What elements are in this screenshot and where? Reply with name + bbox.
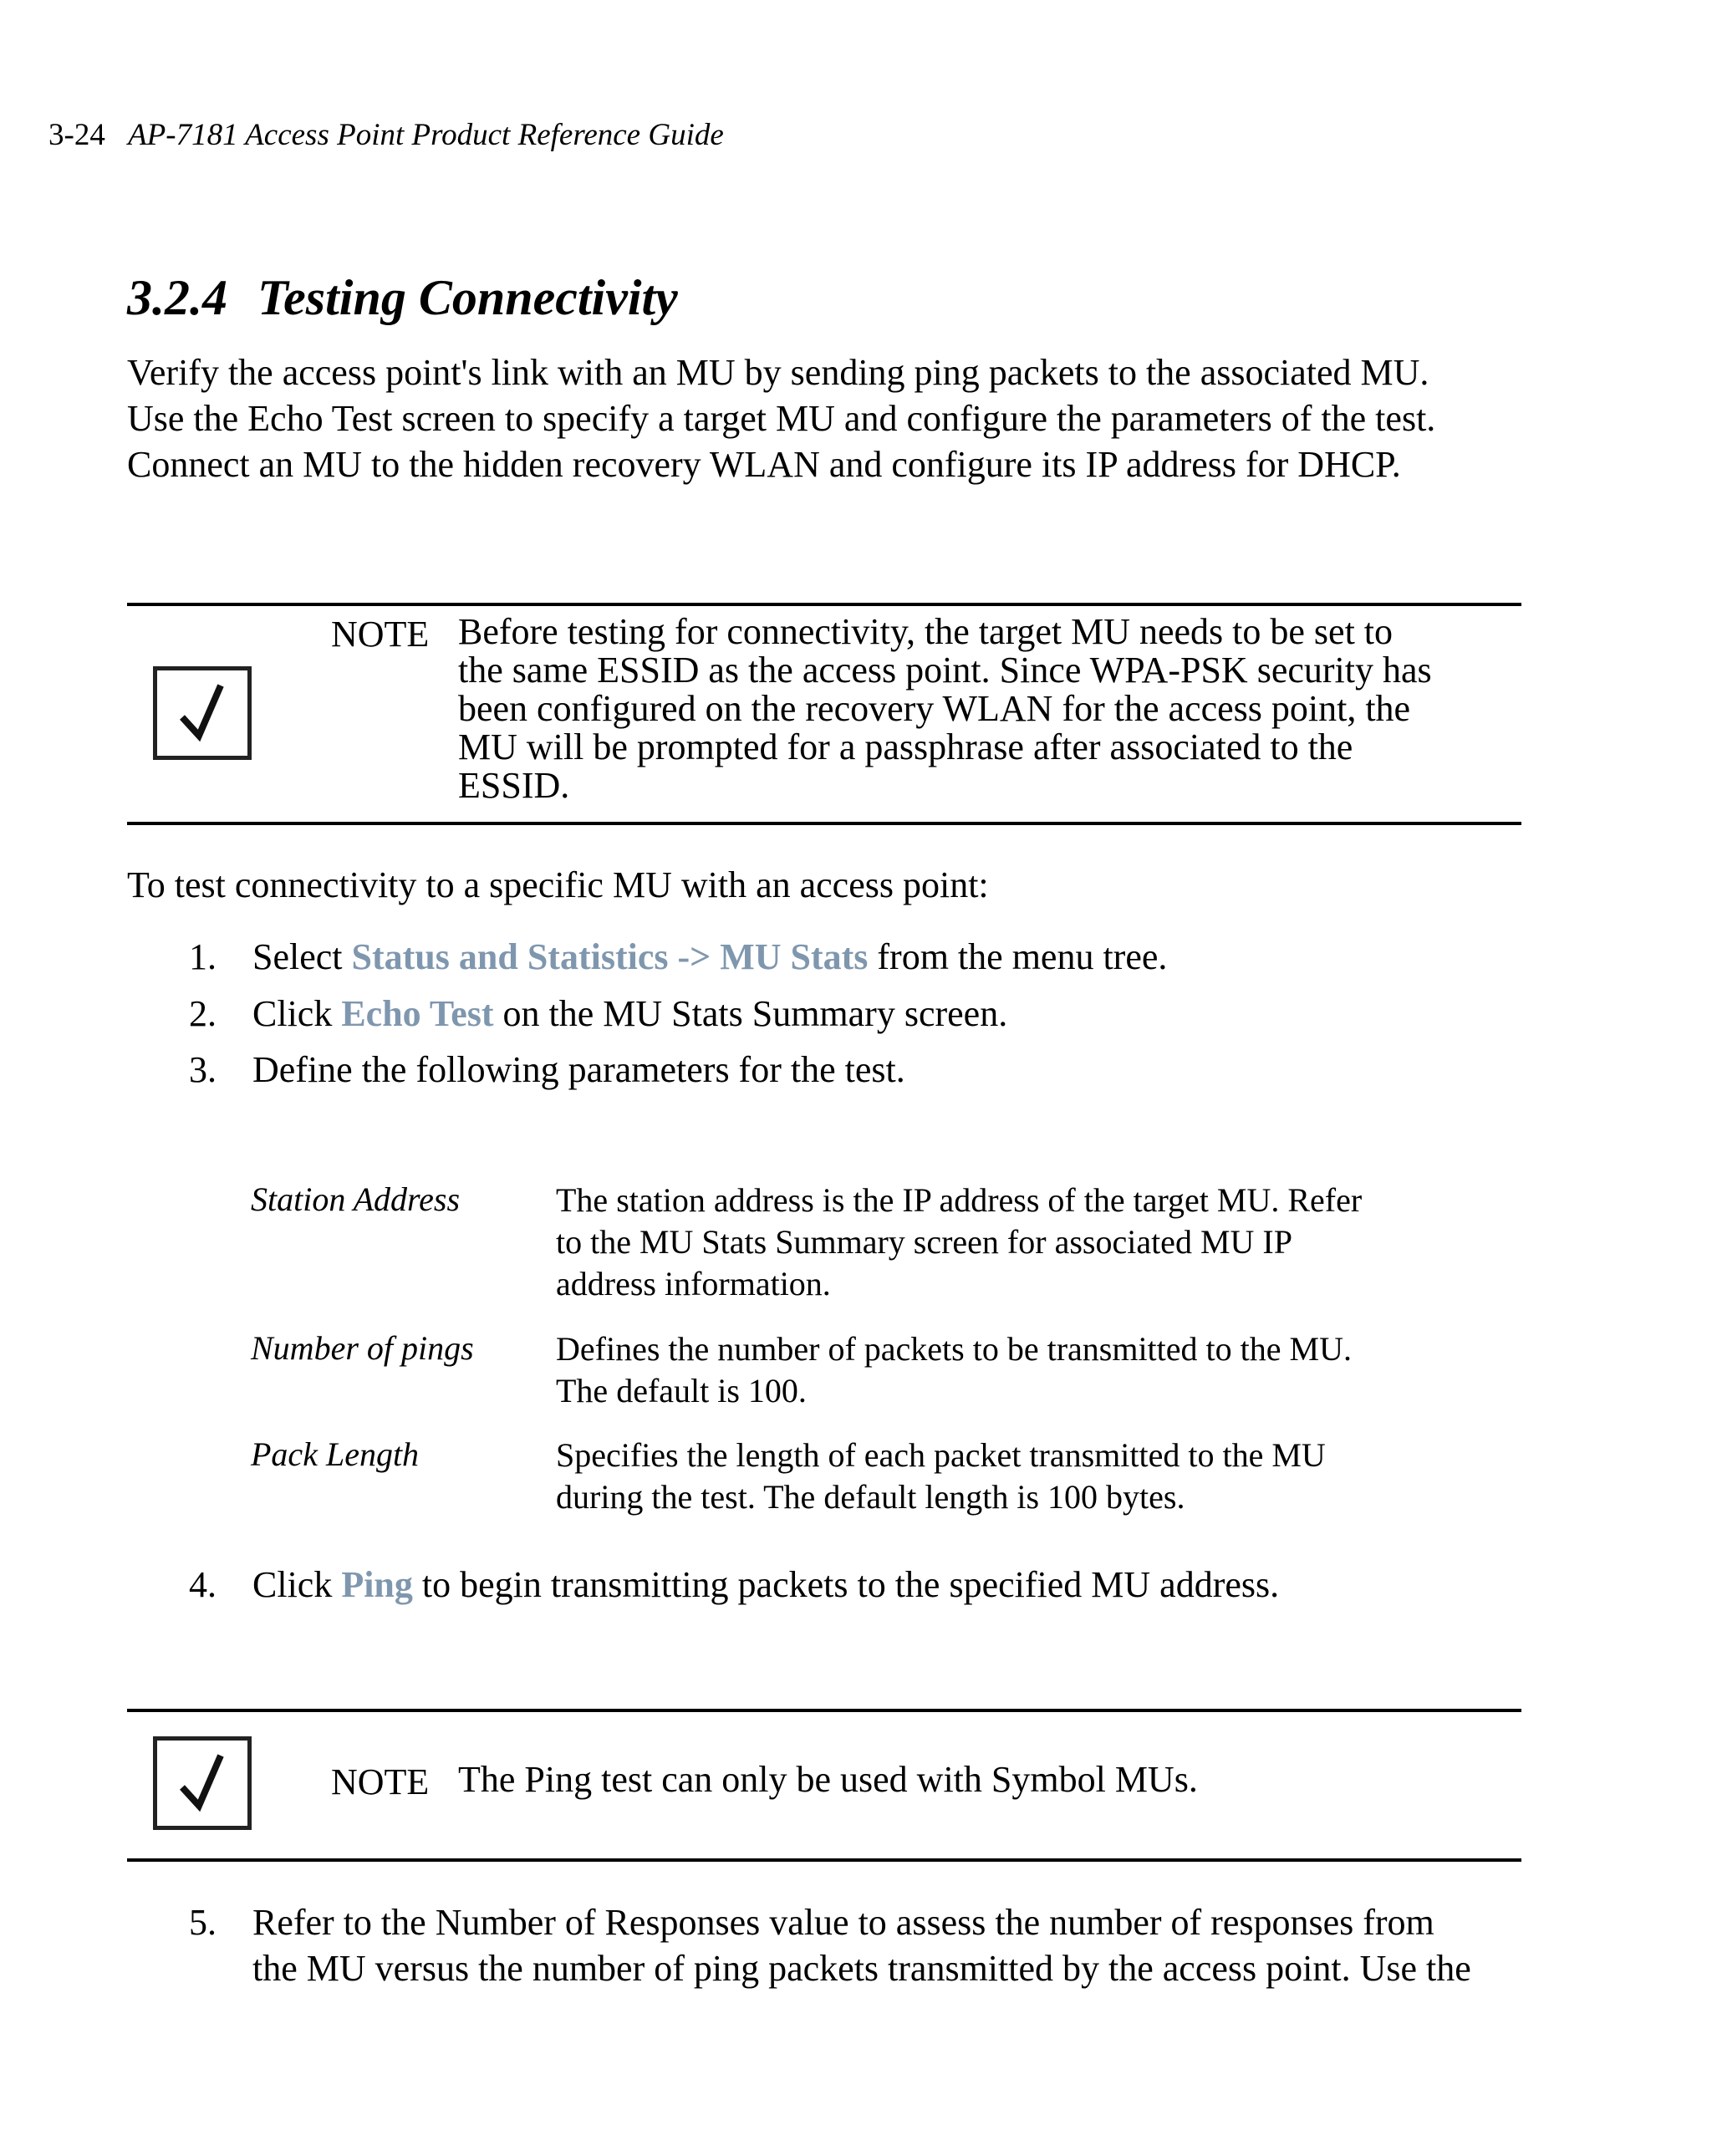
checkmark-icon: [157, 670, 247, 756]
param-desc-number-of-pings: [556, 1328, 1425, 1412]
step-text-after: to begin transmitting packets to the specified MU address.: [412, 1564, 1280, 1605]
step-text-before: Click: [252, 1564, 342, 1605]
intro-line: Connect an MU to the hidden recovery WLAN and configure its IP address for DHCP.: [127, 444, 1401, 485]
step-text: [252, 1562, 1279, 1608]
param-desc-station-address: [556, 1180, 1425, 1305]
step-text-after: on the MU Stats Summary screen.: [493, 993, 1008, 1034]
page-number: 3-24: [48, 118, 105, 152]
step-item: [189, 934, 1526, 980]
step-text: [252, 991, 1007, 1037]
ping-link[interactable]: Ping: [341, 1564, 413, 1605]
note-top-rule: [127, 1709, 1521, 1712]
intro-line: Verify the access point's link with an MU by sending ping packets to the associated MU.: [127, 352, 1429, 393]
step-number: 1.: [189, 936, 217, 977]
note-bottom-rule: [127, 1858, 1521, 1862]
step-item: [189, 1562, 1526, 1608]
param-desc-line: The station address is the IP address of the target MU. Refer: [556, 1181, 1363, 1219]
note-line: MU will be prompted for a passphrase after associated to the: [458, 726, 1353, 767]
section-title: Testing Connectivity: [257, 270, 678, 325]
checkmark-box-icon: [153, 1736, 252, 1830]
note-line: ESSID.: [458, 765, 570, 806]
procedure-intro: To test connectivity to a specific MU with an access point:: [127, 864, 989, 905]
running-header: [48, 117, 724, 153]
note-line: been configured on the recovery WLAN for the access point, the: [458, 688, 1411, 729]
param-desc-line: during the test. The default length is 100 bytes.: [556, 1478, 1185, 1516]
note-label: NOTE: [331, 614, 430, 655]
step-line: the MU versus the number of ping packets transmitted by the access point. Use the: [252, 1948, 1471, 1989]
step-item: [189, 991, 1526, 1037]
step-number: 2.: [189, 993, 217, 1034]
note-line: the same ESSID as the access point. Since WPA-PSK security has: [458, 650, 1432, 691]
param-desc-line: The default is 100.: [556, 1372, 807, 1409]
param-desc-line: to the MU Stats Summary screen for associated MU IP: [556, 1223, 1292, 1261]
checkmark-icon: [157, 1741, 247, 1826]
intro-line: Use the Echo Test screen to specify a target MU and configure the parameters of the test.: [127, 398, 1436, 439]
param-term-station-address: Station Address: [251, 1180, 461, 1218]
note-bottom-rule: [127, 822, 1521, 825]
step-text: [252, 1899, 1471, 1991]
note-text: The Ping test can only be used with Symbol MUs.: [458, 1759, 1198, 1800]
step-text-after: from the menu tree.: [868, 936, 1168, 977]
step-text: [252, 934, 1167, 980]
menu-path-link[interactable]: Status and Statistics -> MU Stats: [351, 936, 869, 977]
param-term-pack-length: Pack Length: [251, 1435, 420, 1473]
param-desc-line: Specifies the length of each packet transmitted to the MU: [556, 1436, 1326, 1474]
param-desc-line: address information.: [556, 1265, 831, 1302]
step-text-before: Click: [252, 993, 342, 1034]
param-term-number-of-pings: Number of pings: [251, 1329, 474, 1367]
param-desc-line: Defines the number of packets to be transmitted to the MU.: [556, 1330, 1352, 1368]
guide-title: AP-7181 Access Point Product Reference Guide: [128, 118, 724, 152]
note-top-rule: [127, 603, 1521, 606]
section-heading: [127, 269, 678, 327]
step-text-before: Select: [252, 936, 352, 977]
step-item: [189, 1899, 1610, 2000]
step-number: 4.: [189, 1564, 217, 1605]
note-text: [458, 613, 1528, 805]
step-text: Define the following parameters for the test.: [252, 1049, 905, 1090]
step-item: [189, 1047, 1526, 1093]
section-number: 3.2.4: [127, 270, 227, 325]
note-label: NOTE: [331, 1761, 430, 1802]
checkmark-box-icon: [153, 666, 252, 760]
echo-test-link[interactable]: Echo Test: [341, 993, 494, 1034]
intro-paragraph: [127, 349, 1531, 487]
step-number: 3.: [189, 1049, 217, 1090]
param-desc-pack-length: [556, 1435, 1425, 1518]
note-line: Before testing for connectivity, the target MU needs to be set to: [458, 611, 1394, 652]
step-number: 5.: [189, 1902, 217, 1943]
step-line: Refer to the Number of Responses value to assess the number of responses from: [252, 1902, 1434, 1943]
